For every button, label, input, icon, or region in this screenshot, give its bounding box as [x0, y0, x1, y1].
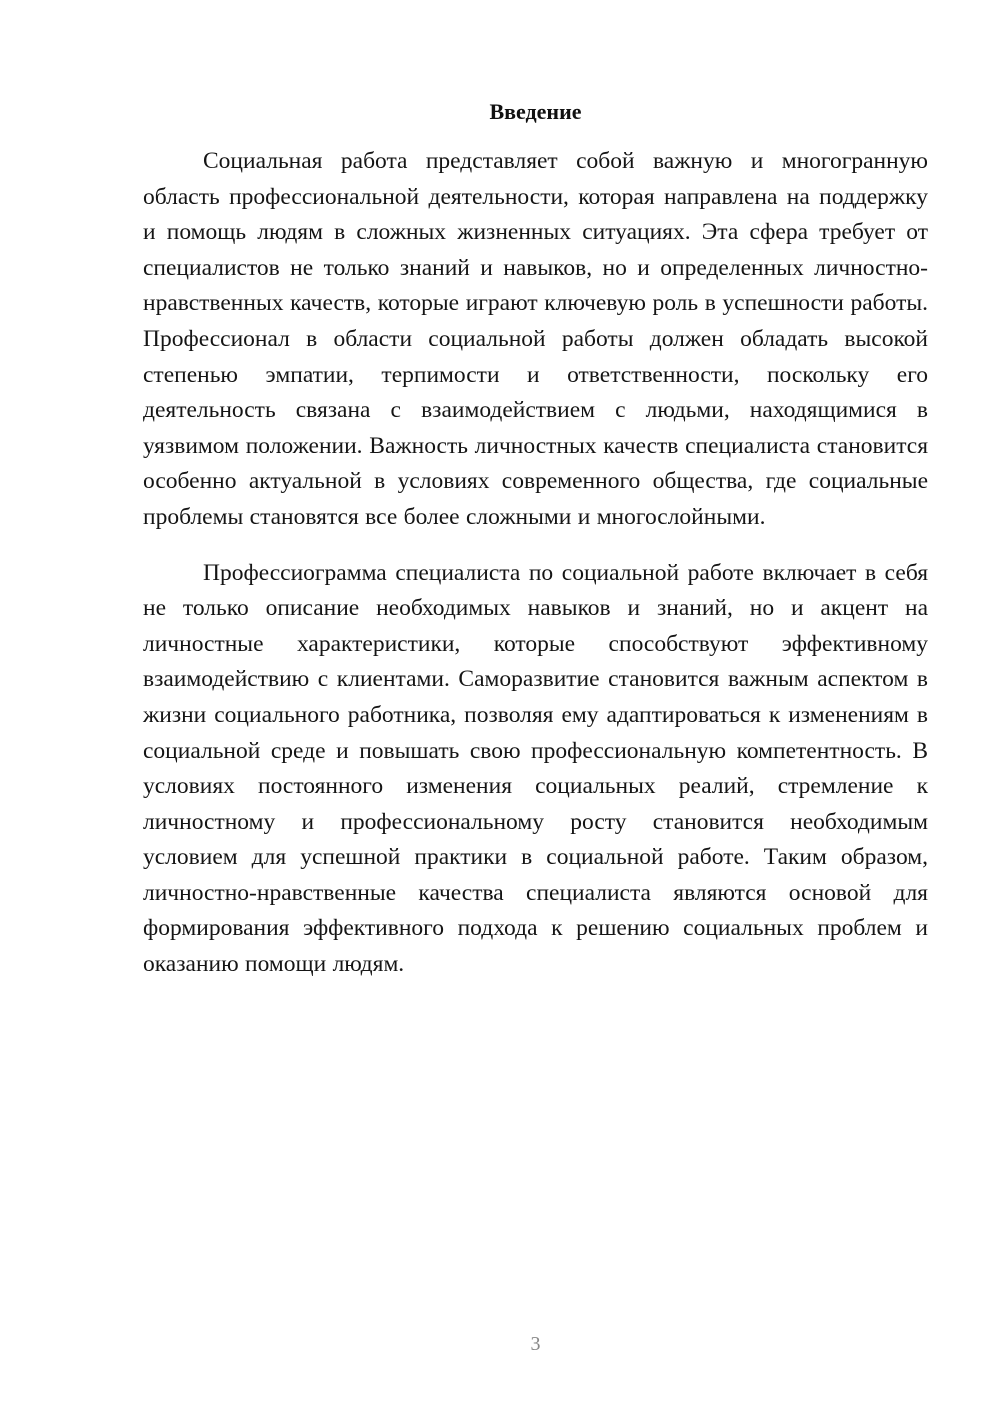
section-heading: Введение: [489, 99, 582, 124]
paragraph-2: Профессиограмма специалиста по социальной работе включает в себя не только описание необходимых навыков и знаний, но и акцент на личностные характеристики, которые способствуют эффективному взаимодействию с клиентами. Саморазвитие становится важным аспектом в жизни социального работника, позволяя ему адаптироваться к изменениям в социальной среде и повышать свою профессиональную компетентность. В условиях постоянного изменения социальных реалий, стремление к личностному и профессиональному росту становится необходимым условием для успешной практики в социальной работе. Таким образом, личностно-нравственные качества специалиста являются основой для формирования эффективного подхода к решению социальных проблем и оказанию помощи людям.: [143, 559, 928, 978]
page-number: 3: [530, 1333, 541, 1355]
body-text: [143, 144, 928, 983]
paragraph-1: Социальная работа представляет собой важную и многогранную область профессиональной деятельности, которая направлена на поддержку и помощь людям в сложных жизненных ситуациях. Эта сфера требует от специалистов не только знаний и навыков, но и определенных личностно-нравственных качеств, которые играют ключевую роль в успешности работы. Профессионал в области социальной работы должен обладать высокой степенью эмпатии, терпимости и ответственности, поскольку его деятельность связана с взаимодействием с людьми, находящимися в уязвимом положении. Важность личностных качеств специалиста становится особенно актуальной в условиях современного общества, где социальные проблемы становятся все более сложными и многослойными.: [143, 148, 928, 530]
